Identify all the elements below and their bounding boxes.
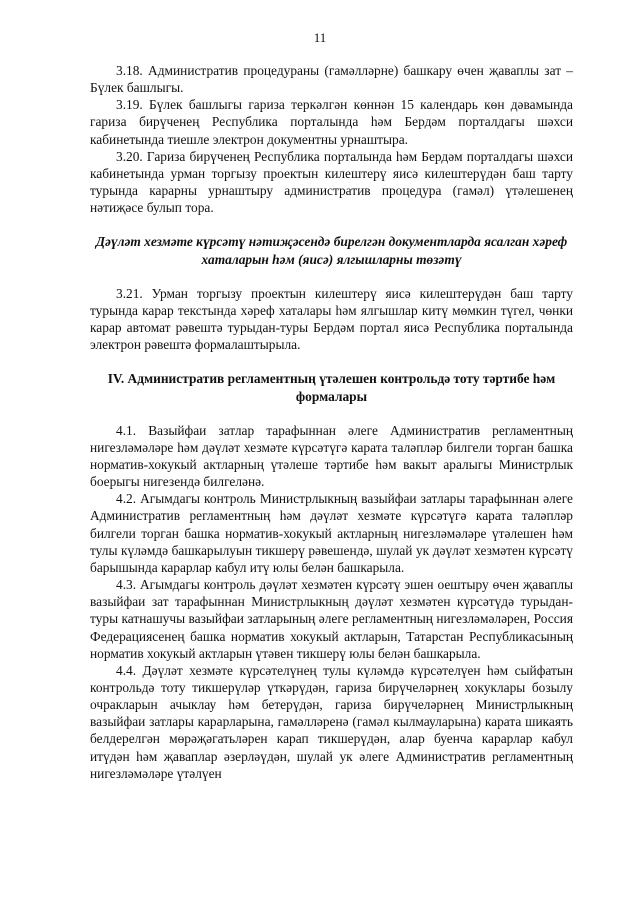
page-number: 11: [313, 30, 327, 45]
section-heading-iv: IV. Административ регламентның үтәлешен контрольдә тоту тәртибе һәм формалары: [107, 371, 556, 404]
paragraph-4-4: 4.4. Дәүләт хезмәте күрсәтелүнең тулы күләмдә күрсәтелүен һәм сыйфатын контрольдә тоту тикшерүләр үткәрүдән, гариза бирүчеләрнең хокуклары бозылу очракларын ачыклау һәм бетерүдән, гариза бирүчеләрнең Министрлыкның вазыйфаи затлары карарларына, гамәлләренә (гамәл кылмауларына) карата шикаять белдерелгән мөрәҗәгатьләрен карап тикшерүдән, алар буенча карарлар кабул итүдән һәм җаваплар әзерләүдән, шулай ук әлеге Административ регламентның нигезләмәләре үтәлүен: [90, 662, 573, 781]
spacer: [90, 353, 573, 370]
section-heading-corrections: Дәүләт хезмәте күрсәтү нәтиҗәсендә бирелгән документларда ясалган хәреф хаталарын һәм (яисә) ялгышларны төзәтү: [95, 234, 568, 267]
paragraph-4-1: 4.1. Вазыйфаи затлар тарафыннан әлеге Административ регламентның нигезләмәләре һәм дәүләт хезмәте күрсәтүгә карата таләпләр билгели торган башка норматив-хокукый актларның үтәлеше тәртибе һәм вакыт аралыгы Министрлык боерыгы нигезендә билгеләнә.: [90, 422, 573, 490]
paragraph-3-20: 3.20. Гариза бирүченең Республика порталында һәм Бердәм порталдагы шәхси кабинетында урман торгызу проектын килештерү яисә килештерүдән баш тарту турында карарны урнаштыру административ процедура (гамәл) үтәлешенең нәтиҗәсе булып тора.: [90, 148, 573, 216]
paragraph-3-18: 3.18. Административ процедураны (гамәлләрне) башкару өчен җаваплы зат – Бүлек башлыгы.: [90, 63, 573, 96]
spacer: [90, 405, 573, 422]
spacer: [90, 216, 573, 233]
document-body: [90, 62, 573, 782]
paragraph-4-2: 4.2. Агымдагы контроль Министрлыкның вазыйфаи затлары тарафыннан әлеге Административ регламентның һәм дәүләт хезмәте күрсәтүгә карата таләпләр билгели торган башка норматив-хокукый актларның нигезләмәләре үтәлешен һәм тулы күләмдә башкарылуын тикшерү рәвешендә, шулай ук дәүләт хезмәтен күрсәтү барышында карарлар кабул итү юлы белән башкарыла.: [90, 491, 573, 575]
paragraph-3-21: 3.21. Урман торгызу проектын килештерү яисә килештерүдән баш тарту турында карар текстында хәреф хаталары һәм ялгышлар китү мөмкин түгел, чөнки карар автомат рәвештә турыдан-туры Бердәм портал яисә Республика порталында электрон рәвештә формалаштырыла.: [90, 285, 573, 353]
paragraph-4-3: 4.3. Агымдагы контроль дәүләт хезмәтен күрсәтү эшен оештыру өчен җаваплы вазыйфаи зат тарафыннан Министрлыкның дәүләт хезмәтен күрсәтүдә турыдан-туры катнашучы вазыйфаи затларының әлеге регламентның нигезләмәләрен, Россия Федерациясенең башка норматив хокукый актларын, Татарстан Республикасының норматив хокукый актларын үтәвен тикшерү юлы белән башкарыла.: [90, 577, 573, 661]
paragraph-3-19: 3.19. Бүлек башлыгы гариза теркәлгән көннән 15 календарь көн дәвамында гариза бирүченең Республика порталында һәм Бердәм порталдагы шәхси кабинетында тиешле электрон документны урнаштыра.: [90, 97, 573, 147]
spacer: [90, 268, 573, 285]
